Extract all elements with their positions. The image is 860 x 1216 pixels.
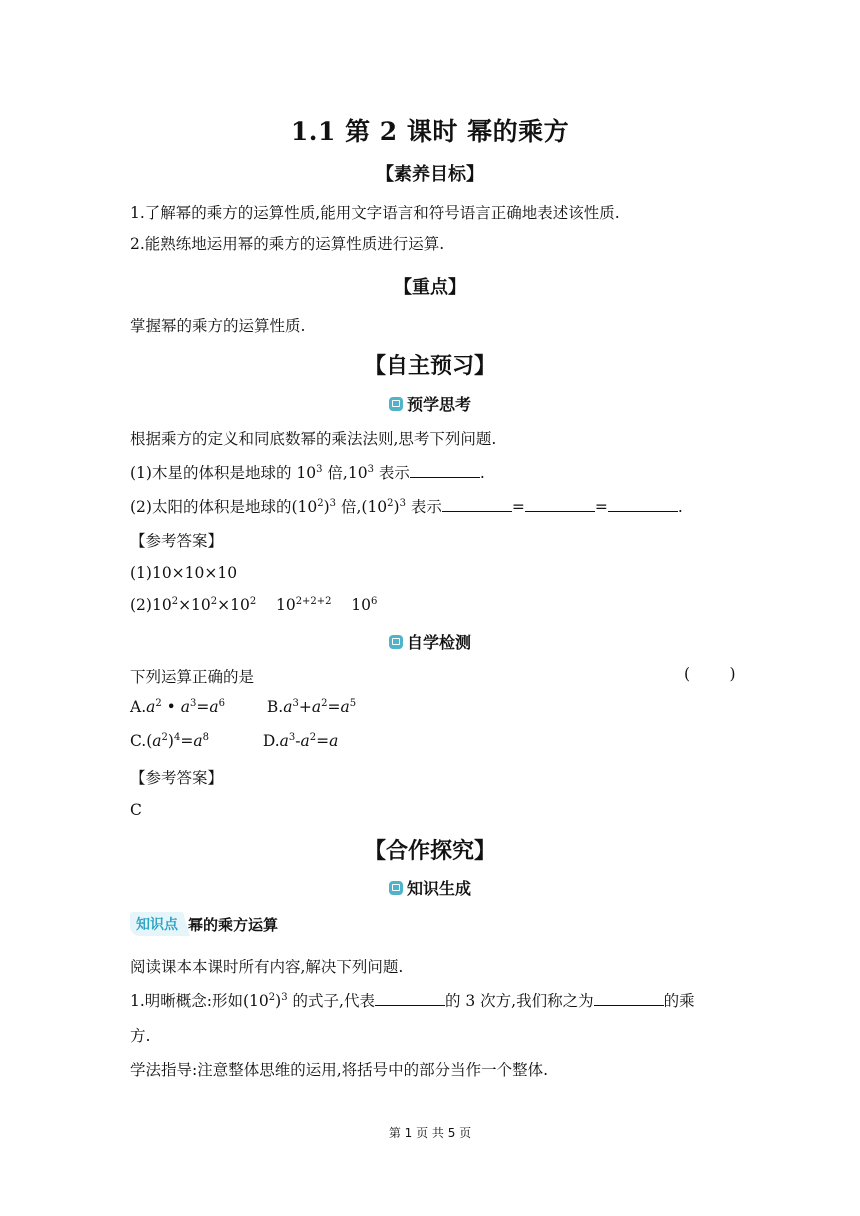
- preview-heading: 【自主预习】: [363, 354, 496, 379]
- knowledge-point: [130, 912, 278, 936]
- option-a: $A.a^2$ • $a^3=a^6$: [130, 698, 225, 716]
- exponent: 2+2+2: [295, 596, 332, 607]
- period: .: [677, 498, 683, 516]
- key-text: 掌握幂的乘方的运算性质.: [130, 317, 306, 335]
- option-b: $B.a^3+a^2=a^5$: [266, 698, 357, 716]
- q2-text-e: 表示: [405, 498, 442, 516]
- answer-heading-2: 【参考答案】: [130, 769, 224, 787]
- ans2-text-b: ×10: [178, 596, 211, 614]
- concept-line-1: [130, 989, 695, 1011]
- exponent: 3: [399, 498, 406, 509]
- answer-blank[interactable]: [410, 463, 480, 478]
- q2-text-b: ): [323, 498, 330, 516]
- exponent: 6: [370, 596, 378, 607]
- q2-text-a: (2)太阳的体积是地球的(10: [130, 498, 318, 516]
- exponent: 2: [387, 498, 394, 509]
- key-heading: 【重点】: [394, 277, 466, 298]
- equals: =: [511, 498, 525, 516]
- study-guide: 学法指导:注意整体思维的运用,将括号中的部分当作一个整体.: [130, 1061, 549, 1079]
- kp-title: 幂的乘方运算: [188, 915, 279, 934]
- question-1: [130, 461, 485, 483]
- option-c: $C.(a^2)^4=a^8$: [130, 732, 209, 750]
- ans2-text-e: 10: [331, 596, 371, 614]
- check-heading: [0, 630, 860, 653]
- exponent: 3: [281, 992, 288, 1003]
- check-heading-label: 自学检测: [406, 633, 471, 652]
- answer-2: [130, 596, 377, 614]
- q2-text-d: ): [393, 498, 400, 516]
- answer-1: (1)10×10×10: [130, 564, 238, 582]
- goal-2: 2.能熟练地运用幂的乘方的运算性质进行运算.: [130, 235, 445, 253]
- coop-heading: 【合作探究】: [363, 839, 496, 864]
- exponent: 2: [249, 596, 257, 607]
- mc-answer: C: [130, 801, 142, 819]
- concept-c: 的式子,代表: [287, 992, 375, 1010]
- intro-text: 根据乘方的定义和同底数幂的乘法法则,思考下列问题.: [130, 430, 497, 448]
- concept-a: 1.明晰概念:形如(10: [130, 992, 269, 1010]
- answer-blank[interactable]: [442, 497, 512, 512]
- book-icon: [389, 397, 403, 411]
- think-heading: [0, 392, 860, 415]
- ans2-text-c: ×10: [217, 596, 250, 614]
- concept-line-2: 方.: [130, 1027, 151, 1045]
- exponent: 3: [329, 498, 337, 509]
- answer-heading: 【参考答案】: [130, 532, 224, 550]
- goals-heading: 【素养目标】: [376, 164, 484, 185]
- ans2-text-d: 10: [256, 596, 296, 614]
- exponent: 3: [316, 464, 323, 475]
- options-ab: [130, 698, 356, 716]
- concept-d: 的 3 次方,我们称之为: [444, 992, 594, 1010]
- page-footer: 第 1 页 共 5 页: [388, 1126, 472, 1140]
- answer-blank[interactable]: [525, 497, 595, 512]
- checklist-icon: [389, 635, 403, 649]
- option-d: $D.a^3-a^2=a$: [262, 732, 339, 750]
- answer-blank[interactable]: [594, 991, 664, 1006]
- ans2-text-a: (2)10: [130, 596, 172, 614]
- answer-blank[interactable]: [608, 497, 678, 512]
- save-icon: [389, 881, 403, 895]
- exponent: 2: [317, 498, 324, 509]
- exponent: 2: [210, 596, 218, 607]
- question-2: [130, 495, 683, 517]
- goal-1: 1.了解幂的乘方的运算性质,能用文字语言和符号语言正确地表述该性质.: [130, 204, 620, 222]
- concept-b: ): [275, 992, 282, 1010]
- mc-question: 下列运算正确的是: [130, 668, 255, 686]
- kp-tag: 知识点: [130, 912, 184, 936]
- q1-text-c: 表示: [373, 464, 410, 482]
- q1-text-b: 倍,10: [322, 464, 368, 482]
- concept-e: 的乘: [663, 992, 695, 1010]
- page-title: 1.1 第 2 课时 幂的乘方: [290, 117, 570, 146]
- exponent: 2: [171, 596, 179, 607]
- options-cd: [130, 732, 338, 750]
- gen-heading: [0, 876, 860, 899]
- exponent: 3: [367, 464, 374, 475]
- read-text: 阅读课本本课时所有内容,解决下列问题.: [130, 958, 404, 976]
- think-heading-label: 预学思考: [406, 395, 471, 414]
- exponent: 2: [268, 992, 276, 1003]
- q2-text-c: 倍,(10: [336, 498, 388, 516]
- equals: =: [594, 498, 608, 516]
- answer-blank[interactable]: [375, 991, 445, 1006]
- gen-heading-label: 知识生成: [406, 879, 471, 898]
- period: .: [479, 464, 485, 482]
- q1-text-a: (1)木星的体积是地球的 10: [130, 464, 317, 482]
- answer-paren[interactable]: ( ): [684, 665, 736, 683]
